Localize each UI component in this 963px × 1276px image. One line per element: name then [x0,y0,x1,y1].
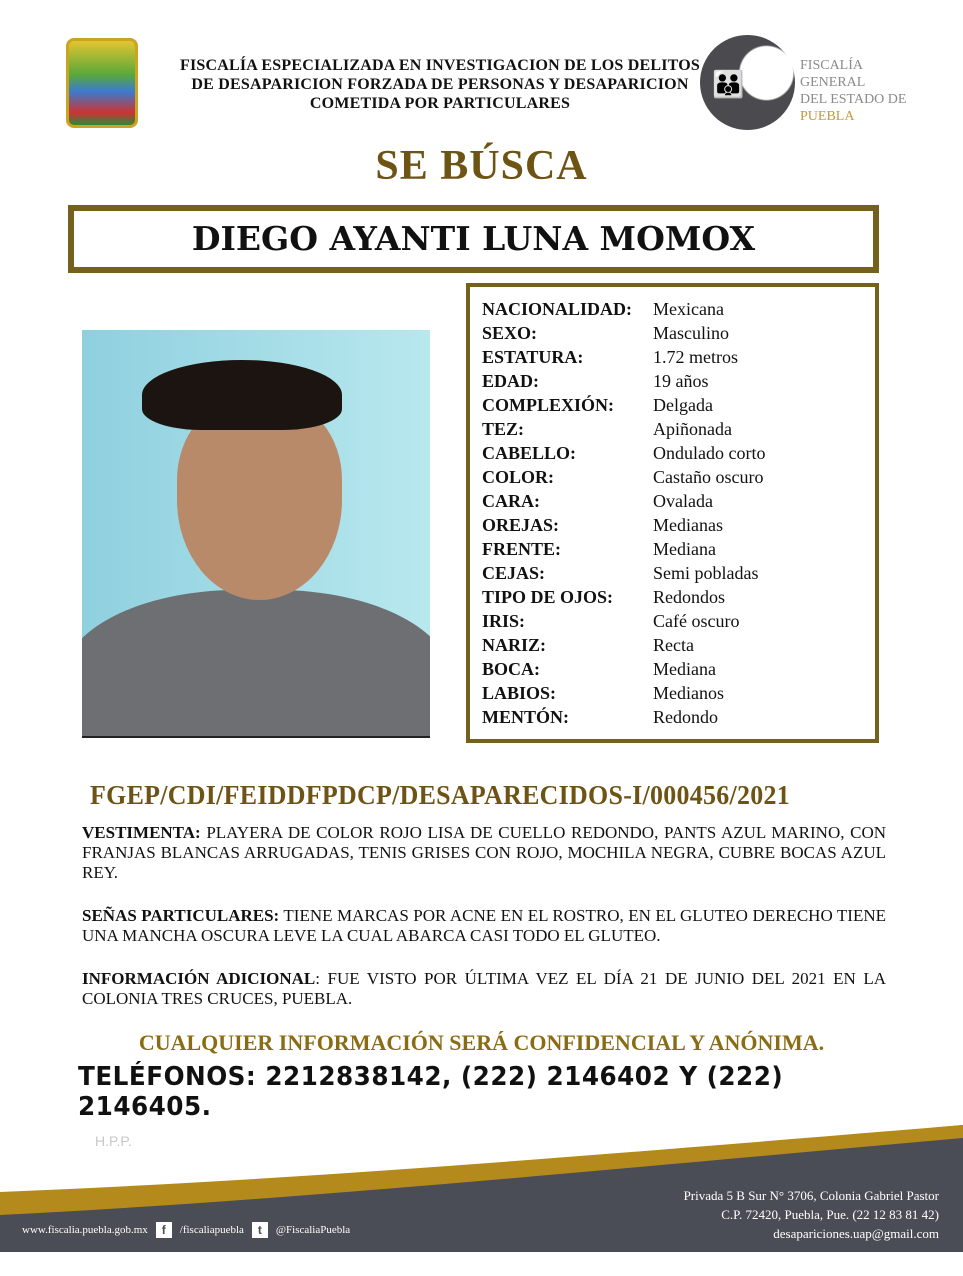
physical-details-box [466,283,879,743]
confidential-notice: CUALQUIER INFORMACIÓN SERÁ CONFIDENCIAL Y ANÓNIMA. [138,1030,825,1055]
detail-value: Semi pobladas [653,563,759,583]
detail-row [482,633,875,657]
detail-label: CARA: [482,491,540,511]
header-line: FISCALÍA ESPECIALIZADA EN INVESTIGACION DE LOS DELITOS [180,57,700,74]
detail-label: SEXO: [482,323,538,343]
detail-row [482,657,875,681]
logo-text [800,57,930,125]
detail-row [482,705,875,729]
detail-value: Masculino [653,323,729,343]
poster-title: SE BÚSCA [375,143,588,189]
detail-label: LABIOS: [482,683,557,703]
address-line: Privada 5 B Sur N° 3706, Colonia Gabriel Pastor [683,1188,939,1203]
facebook-icon: f [156,1222,172,1238]
detail-row [482,465,875,489]
marks-label: SEÑAS PARTICULARES: [82,906,280,925]
detail-value: Redondos [653,587,725,607]
detail-value: Mediana [653,539,716,559]
detail-label: CABELLO: [482,443,577,463]
footer-address [684,1186,939,1243]
detail-value: Mediana [653,659,716,679]
detail-label: CEJAS: [482,563,546,583]
family-icon: 👪 [712,70,745,99]
footer-social [22,1222,350,1238]
detail-value: Recta [653,635,694,655]
detail-value: Redondo [653,707,718,727]
twitter-icon: t [252,1222,268,1238]
header-line: DE DESAPARICION FORZADA DE PERSONAS Y DESAPARICION [191,76,689,93]
logo-line: PUEBLA [800,109,855,124]
detail-value: Delgada [653,395,713,415]
detail-label: COMPLEXIÓN: [482,395,614,415]
detail-row [482,297,875,321]
phone-numbers: TELÉFONOS: 2212838142, (222) 2146402 Y (222) 2146405. [78,1062,784,1122]
detail-label: FRENTE: [482,539,562,559]
detail-value: 19 años [653,371,709,391]
agency-header [150,56,730,113]
website-link[interactable]: www.fiscalia.puebla.gob.mx [22,1224,148,1236]
detail-row [482,561,875,585]
detail-row [482,609,875,633]
email-link[interactable]: desapariciones.uap@gmail.com [773,1226,939,1241]
detail-label: TIPO DE OJOS: [482,587,614,607]
case-number: FGEP/CDI/FEIDDFPDCP/DESAPARECIDOS-I/000456/2021 [90,780,790,810]
additional-label: INFORMACIÓN ADICIONAL [82,969,316,988]
missing-person-name: DIEGO AYANTI LUNA MOMOX [68,205,879,273]
detail-row [482,441,875,465]
facebook-link[interactable]: /fiscaliapuebla [179,1224,244,1236]
detail-value: Medianas [653,515,723,535]
missing-person-photo [82,330,430,738]
detail-label: OREJAS: [482,515,560,535]
detail-row [482,513,875,537]
fiscalia-general-logo [700,35,930,130]
detail-value: Medianos [653,683,724,703]
header-line: COMETIDA POR PARTICULARES [309,95,571,112]
additional-text: : FUE VISTO POR ÚLTIMA VEZ EL DÍA 21 DE JUNIO DEL 2021 EN LA COLONIA TRES CRUCES, PUEBLA. [82,969,887,1008]
detail-row [482,345,875,369]
detail-value: Café oscuro [653,611,740,631]
logo-line: FISCALÍA GENERAL [800,58,866,90]
puebla-state-crest-logo [66,38,138,128]
detail-label: NACIONALIDAD: [482,299,633,319]
detail-row [482,393,875,417]
detail-row [482,321,875,345]
detail-value: Ovalada [653,491,713,511]
logo-line: DEL ESTADO DE [800,92,907,107]
detail-label: EDAD: [482,371,539,391]
address-line: C.P. 72420, Puebla, Pue. (22 12 83 81 42) [721,1207,939,1222]
marks-text: TIENE MARCAS POR ACNE EN EL ROSTRO, EN EL GLUTEO DERECHO TIENE UNA MANCHA OSCURA LEVE LA CUAL ABARCA CASI TODO EL GLUTEO. [82,906,886,945]
detail-label: MENTÓN: [482,707,569,727]
clothing-paragraph [82,823,886,883]
detail-value: Castaño oscuro [653,467,764,487]
detail-row [482,417,875,441]
detail-row [482,489,875,513]
detail-value: 1.72 metros [653,347,738,367]
detail-row [482,585,875,609]
initials: H.P.P. [95,1133,132,1149]
detail-row [482,537,875,561]
clothing-label: VESTIMENTA: [82,823,201,842]
detail-label: IRIS: [482,611,526,631]
detail-label: NARIZ: [482,635,547,655]
detail-label: COLOR: [482,467,554,487]
clothing-text: PLAYERA DE COLOR ROJO LISA DE CUELLO REDONDO, PANTS AZUL MARINO, CON FRANJAS BLANCAS ARRUGADAS, TENIS GRISES CON ROJO, MOCHILA NEGRA, CUBRE BOCAS AZUL REY. [82,823,886,882]
twitter-link[interactable]: @FiscaliaPuebla [275,1224,351,1236]
detail-value: Ondulado corto [653,443,766,463]
detail-label: TEZ: [482,419,525,439]
detail-row [482,681,875,705]
detail-label: ESTATURA: [482,347,584,367]
detail-value: Mexicana [653,299,724,319]
additional-info-paragraph [82,969,886,1009]
detail-value: Apiñonada [653,419,732,439]
marks-paragraph [82,906,886,946]
detail-label: BOCA: [482,659,540,679]
detail-row [482,369,875,393]
